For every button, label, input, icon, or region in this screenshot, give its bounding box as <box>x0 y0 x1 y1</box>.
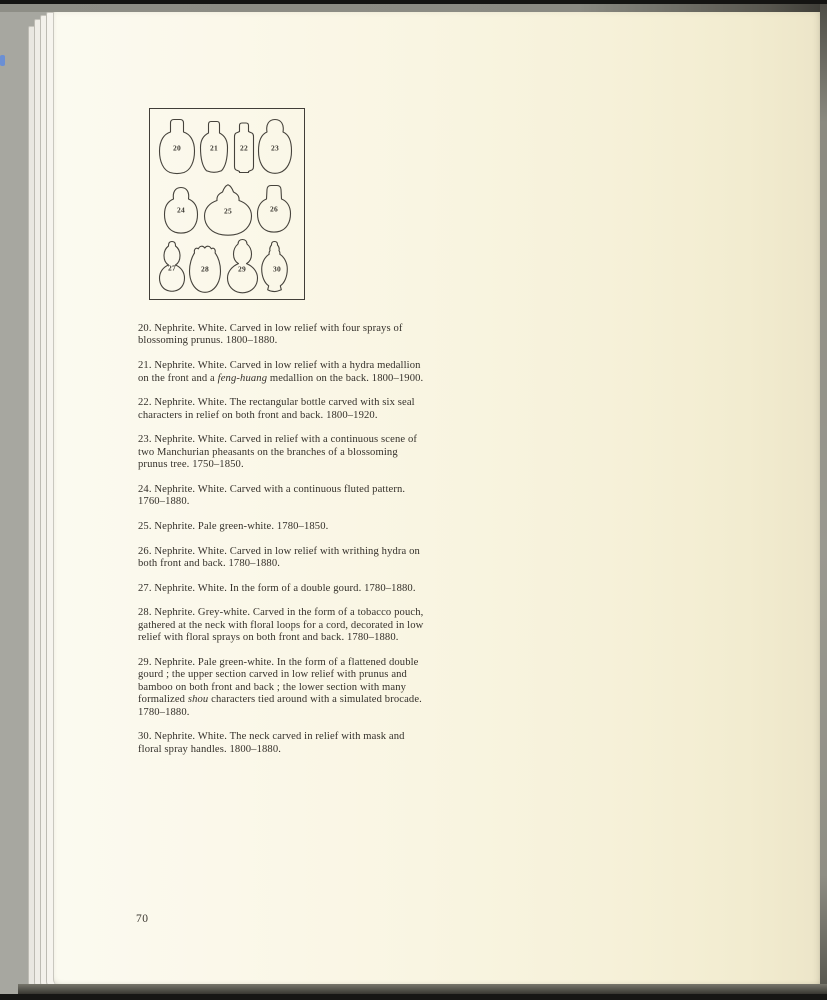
entry-23: 23. Nephrite. White. Carved in relief with a continuous scene of two Manchurian pheasants on the branches of a blossoming prunus tree. 1750–1850. <box>138 434 418 471</box>
bottle-number-label: 24 <box>177 205 185 215</box>
entry-20: 20. Nephrite. White. Carved in low relief with four sprays of blossoming prunus. 1800–1880. <box>138 323 403 347</box>
entry-21: 21. Nephrite. White. Carved in low relief with a hydra medallion on the front and a feng-huang medallion on the back. 1800–1900. <box>138 360 424 384</box>
entry-30: 30. Nephrite. White. The neck carved in relief with mask and floral spray handles. 1800–1880. <box>138 731 405 755</box>
bottle-number-label: 27 <box>168 263 176 273</box>
scan-top-strip <box>0 4 827 12</box>
scan-bottom-edge <box>0 994 827 1000</box>
entry-25: 25. Nephrite. Pale green-white. 1780–1850. <box>138 520 329 532</box>
catalog-entries <box>138 323 430 768</box>
bottle-key-diagram <box>149 108 305 300</box>
bottle-number-label: 30 <box>273 264 281 274</box>
bottle-number-label: 29 <box>238 264 246 274</box>
bottle-number-label: 23 <box>271 143 279 153</box>
entry-24: 24. Nephrite. White. Carved with a continuous fluted pattern. 1760–1880. <box>138 483 406 508</box>
scanner-artifact <box>0 55 5 66</box>
bottle-number-label: 26 <box>270 204 278 214</box>
entry-26: 26. Nephrite. White. Carved in low relief with writhing hydra on both front and back. 1780–1880. <box>138 545 420 570</box>
bottle-number-label: 21 <box>210 143 218 153</box>
entry-27: 27. Nephrite. White. In the form of a double gourd. 1780–1880. <box>138 582 416 594</box>
bottle-number-label: 25 <box>224 206 232 216</box>
page-number: 70 <box>136 913 149 925</box>
bottle-number-label: 28 <box>201 264 209 274</box>
scan-right-edge-shadow <box>820 4 827 994</box>
bottle-number-label: 20 <box>173 143 181 153</box>
entry-29: 29. Nephrite. Pale green-white. In the form of a flattened double gourd ; the upper section carved in low relief with prunus and bamboo on both front and back ; the lower section with many formalized shou characters tied around with a simulated brocade. 1780–1880. <box>138 656 422 718</box>
bottle-number-label: 22 <box>240 143 248 153</box>
entry-22: 22. Nephrite. White. The rectangular bottle carved with six seal characters in relief on both front and back. 1800–1920. <box>138 397 415 421</box>
entry-28: 28. Nephrite. Grey-white. Carved in the form of a tobacco pouch, gathered at the neck with floral loops for a cord, decorated in low relief with floral sprays on both front and back. 1780–1880. <box>138 607 424 644</box>
